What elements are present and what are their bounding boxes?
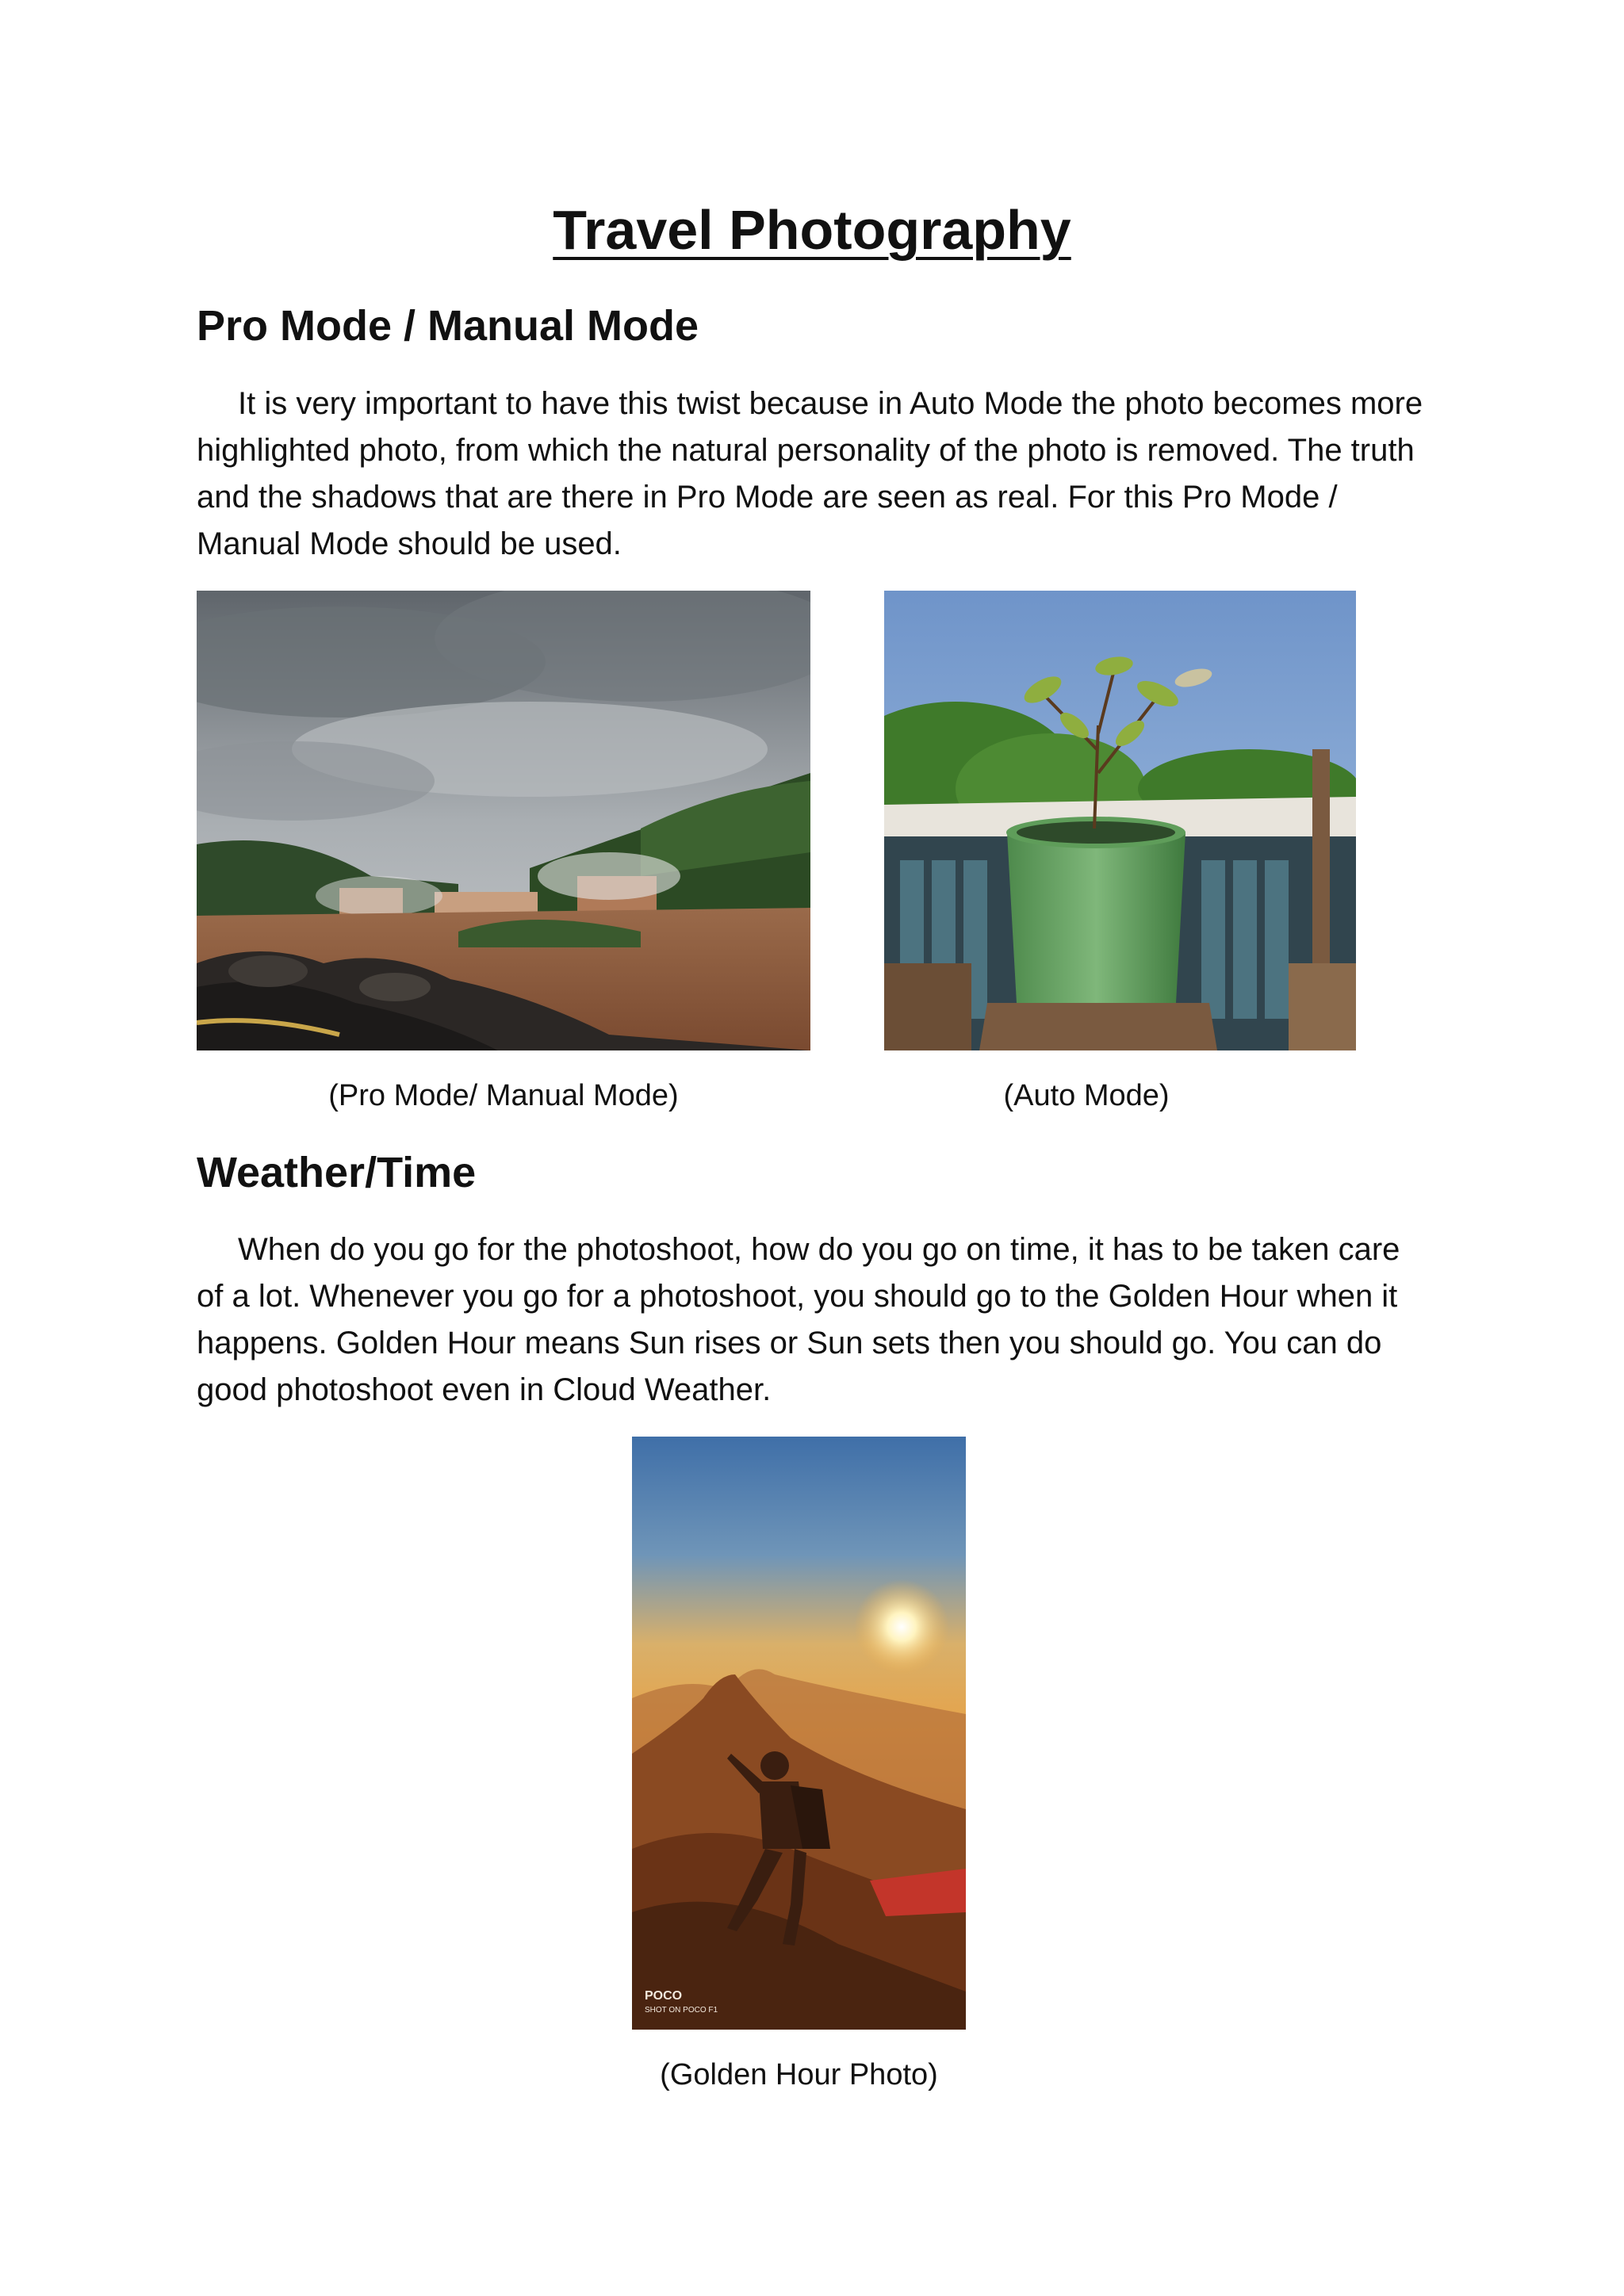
caption-auto-mode: (Auto Mode) bbox=[1003, 1079, 1170, 1112]
page-title: Travel Photography bbox=[553, 199, 1071, 261]
section-paragraph-weather-time: When do you go for the photoshoot, how do you go on time, it has to be taken care of a lot. Whenever you go for a photoshoot, you should go to the Golden Hour when it happens. Golden Hour means Sun rises or Sun sets then you should go. You can do good photoshoot even in Cloud Weather. bbox=[197, 1232, 1400, 1407]
photo-watermark-brand: POCO bbox=[645, 1989, 683, 2003]
plant-pot-photo bbox=[884, 591, 1356, 1050]
caption-golden-hour: (Golden Hour Photo) bbox=[660, 2058, 938, 2091]
section-heading-weather-time: Weather/Time bbox=[197, 1149, 477, 1196]
section-paragraph-pro-mode: It is very important to have this twist because in Auto Mode the photo becomes more highlighted photo, from which the natural personality of the photo is removed. The truth and the shadows that are there in Pro Mode are seen as real. For this Pro Mode / Manual Mode should be used. bbox=[197, 386, 1423, 561]
golden-hour-photo bbox=[632, 1437, 966, 2030]
waterfall-photo bbox=[197, 591, 810, 1050]
caption-pro-mode: (Pro Mode/ Manual Mode) bbox=[328, 1079, 679, 1112]
section-heading-pro-mode: Pro Mode / Manual Mode bbox=[197, 302, 699, 350]
photo-watermark-subtitle: SHOT ON POCO F1 bbox=[645, 2006, 718, 2015]
